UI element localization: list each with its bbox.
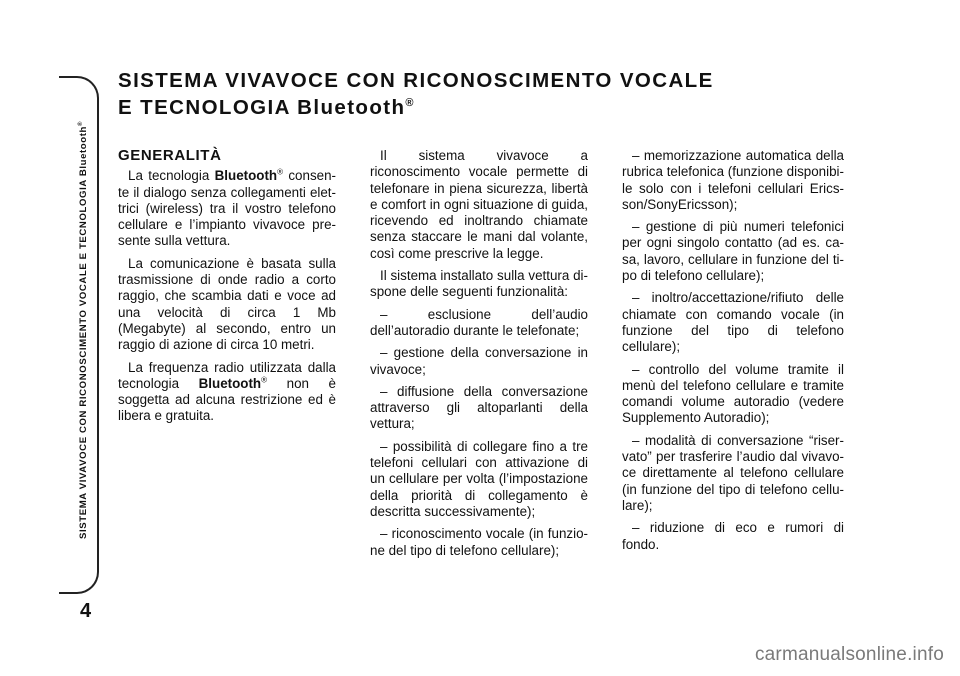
text-column-2 — [370, 148, 588, 565]
list-item: – gestione di più numeri telefonici per ogni singolo contatto (ad es. casa, lavoro, cellulare in funzione del tipo di telefono cellulare); — [622, 219, 844, 284]
list-item: – gestione della conversazione in vivavoce; — [370, 345, 588, 377]
list-item: – diffusione della conversazione attraverso gli altoparlanti della vettura; — [370, 383, 588, 432]
paragraph: La comunicazione è basata sulla trasmissione di onde radio a corto raggio, che scambia dati e voce ad una velocità di circa 1 Mb (Megabyte) al secondo, entro un raggio di azione di circa 10 metri. — [118, 255, 336, 353]
list-item: – riconoscimento vocale (in funzione del tipo di telefono cellulare); — [370, 526, 588, 558]
section-heading: GENERALITÀ — [118, 147, 222, 164]
page-title — [118, 70, 818, 119]
list-item: – inoltro/accettazione/rifiuto delle chiamate con comando vocale (in funzione del tipo di telefono cellulare); — [622, 290, 844, 355]
paragraph: La frequenza radio utilizzata dalla tecnologia Bluetooth® non è soggetta ad alcuna restrizione ed è libera e gratuita. — [118, 359, 336, 424]
list-item: – modalità di conversazione “riservato” per trasferire l’audio dal vivavoce direttamente al telefono cellulare (in funzione del tipo di telefono cellulare); — [622, 432, 844, 513]
paragraph: La tecnologia Bluetooth® consente il dialogo senza collegamenti elettrici (wireless) tra il vostro telefono cellulare e l’impianto vivavoce presente sulla vettura. — [118, 167, 336, 249]
watermark: carmanualsonline.info — [754, 644, 944, 665]
sidebar-section-title: SISTEMA VIVAVOCE CON RICONOSCIMENTO VOCALE E TECNOLOGIA Bluetooth® — [78, 120, 90, 540]
list-item: – memorizzazione automatica della rubrica telefonica (funzione disponibile solo con i telefoni cellulari Ericsson/SonyEricsson); — [622, 148, 844, 212]
registered-mark: ® — [405, 97, 414, 109]
text-column-3 — [622, 148, 844, 559]
text-column-1 — [118, 148, 336, 431]
page-number: 4 — [80, 600, 92, 622]
paragraph: Il sistema installato sulla vettura dispone delle seguenti funzionalità: — [370, 268, 588, 300]
paragraph: Il sistema vivavoce a riconoscimento vocale permette di telefonare in piena sicurezza, libertà e comfort in ogni situazione di guida, ricevendo ed inoltrando chiamate senza staccare le mani dal volante, così come prescrive la legge. — [370, 148, 588, 261]
list-item: – esclusione dell’audio dell’autoradio durante le telefonate; — [370, 306, 588, 338]
title-line-1: SISTEMA VIVAVOCE CON RICONOSCIMENTO VOCALE — [118, 69, 714, 92]
list-item: – possibilità di collegare fino a tre telefoni cellulari con attivazione di un cellulare per volta (l’impostazione della priorità di collegamento è descritta successivamente); — [370, 438, 588, 519]
list-item: – controllo del volume tramite il menù del telefono cellulare e tramite comandi volume autoradio (vedere Supplemento Autoradio); — [622, 361, 844, 426]
title-line-2: E TECNOLOGIA Bluetooth — [118, 95, 406, 119]
list-item: – riduzione di eco e rumori di fondo. — [622, 520, 844, 552]
